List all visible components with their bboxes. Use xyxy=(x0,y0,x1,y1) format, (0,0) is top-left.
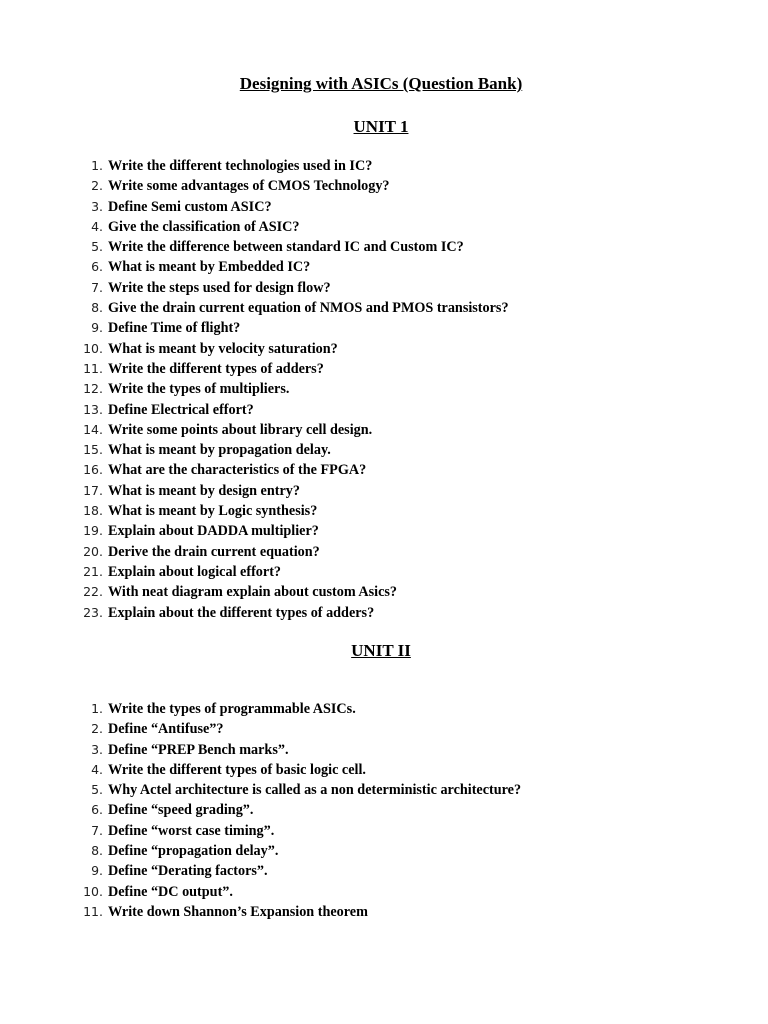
question-number: 8. xyxy=(91,843,103,859)
question-text: Define “propagation delay”. xyxy=(108,843,279,860)
question-text: Explain about logical effort? xyxy=(108,563,282,580)
question-number: 3. xyxy=(91,198,103,214)
question-number: 18. xyxy=(83,503,103,519)
question-text: What are the characteristics of the FPGA? xyxy=(108,462,367,479)
question-number: 5. xyxy=(91,782,103,798)
question-text: Define “Derating factors”. xyxy=(108,863,268,880)
question-text: Give the classification of ASIC? xyxy=(108,218,300,235)
question-text: Write the different technologies used in IC? xyxy=(108,158,373,174)
question-number: 11. xyxy=(83,360,103,376)
question-text: Define “PREP Bench marks”. xyxy=(108,741,289,758)
question-number: 10. xyxy=(83,883,103,899)
question-text: Write the difference between standard IC and Custom IC? xyxy=(108,239,464,256)
question-text: Define Semi custom ASIC? xyxy=(108,198,272,215)
unit-1-heading: UNIT 1 xyxy=(353,117,409,136)
question-number: 22. xyxy=(83,584,103,600)
question-text: Why Actel architecture is called as a non deterministic architecture? xyxy=(108,782,522,799)
question-number: 11. xyxy=(83,903,103,919)
question-number: 9. xyxy=(91,320,103,336)
question-number: 21. xyxy=(83,563,103,579)
question-number: 13. xyxy=(83,401,103,417)
question-number: 5. xyxy=(91,239,103,255)
question-text: What is meant by Logic synthesis? xyxy=(108,503,318,520)
question-number: 16. xyxy=(83,462,103,478)
question-number: 2. xyxy=(91,178,103,194)
unit-2-heading: UNIT II xyxy=(351,641,411,660)
question-number: 4. xyxy=(91,218,103,234)
question-number: 15. xyxy=(83,442,103,458)
question-number: 7. xyxy=(91,279,103,295)
question-text: Define “speed grading”. xyxy=(108,802,254,819)
question-text: Define Electrical effort? xyxy=(108,401,254,418)
question-number: 2. xyxy=(91,721,103,737)
question-text: What is meant by Embedded IC? xyxy=(108,259,311,276)
question-number: 17. xyxy=(83,482,103,498)
question-number: 20. xyxy=(83,543,103,559)
question-text: Write down Shannon’s Expansion theorem xyxy=(108,903,368,920)
question-number: 23. xyxy=(83,604,103,620)
question-text: What is meant by design entry? xyxy=(108,482,300,499)
question-text: Define “worst case timing”. xyxy=(108,822,275,839)
question-text: Write the steps used for design flow? xyxy=(108,279,331,296)
question-number: 3. xyxy=(91,741,103,757)
question-text: Write some advantages of CMOS Technology? xyxy=(108,178,390,195)
question-number: 6. xyxy=(91,259,103,275)
question-text: Define Time of flight? xyxy=(108,320,241,337)
question-text: Explain about the different types of adders? xyxy=(108,604,375,621)
question-text: What is meant by velocity saturation? xyxy=(108,340,338,357)
question-number: 10. xyxy=(83,340,103,356)
question-text: Write the types of multipliers. xyxy=(108,381,290,398)
question-text: Write the different types of adders? xyxy=(108,360,324,377)
question-number: 9. xyxy=(91,863,103,879)
question-number: 1. xyxy=(91,701,103,716)
question-number: 6. xyxy=(91,802,103,818)
question-text: Derive the drain current equation? xyxy=(108,543,320,560)
question-number: 4. xyxy=(91,761,103,777)
question-text: Write the types of programmable ASICs. xyxy=(108,701,356,717)
question-text: Write some points about library cell design. xyxy=(108,421,373,438)
question-number: 12. xyxy=(83,381,103,397)
question-number: 19. xyxy=(83,523,103,539)
question-number: 14. xyxy=(83,421,103,437)
question-text: Explain about DADDA multiplier? xyxy=(108,523,319,540)
question-text: Define “Antifuse”? xyxy=(108,721,224,738)
question-text: Give the drain current equation of NMOS and PMOS transistors? xyxy=(108,300,509,317)
question-number: 7. xyxy=(91,822,103,838)
question-text: With neat diagram explain about custom Asics? xyxy=(108,584,398,601)
question-text: Write the different types of basic logic cell. xyxy=(108,761,366,778)
question-number: 8. xyxy=(91,300,103,316)
question-text: What is meant by propagation delay. xyxy=(108,442,331,459)
question-text: Define “DC output”. xyxy=(108,883,233,900)
document-title: Designing with ASICs (Question Bank) xyxy=(239,74,523,93)
question-number: 1. xyxy=(91,158,103,173)
